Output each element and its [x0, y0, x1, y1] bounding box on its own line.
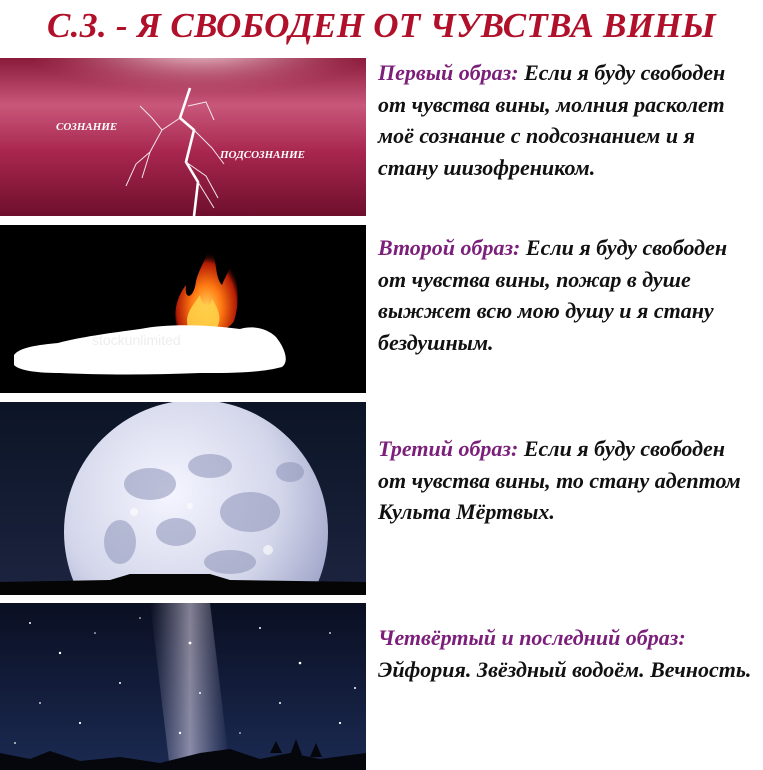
lightning-image [0, 58, 366, 216]
text-block-2 [378, 232, 758, 358]
text-block-4 [378, 622, 758, 685]
text-block-3 [378, 433, 758, 528]
item-label-4: Четвёртый и последний образ: [378, 625, 686, 650]
fire-silhouette-image [0, 225, 366, 393]
watermark-text: stockunlimited [92, 332, 181, 348]
page-title: С.З. - Я СВОБОДЕН ОТ ЧУВСТВА ВИНЫ [47, 6, 716, 45]
moon-image [0, 402, 366, 595]
subconscious-label: ПОДСОЗНАНИЕ [220, 149, 305, 161]
text-block-1 [378, 57, 758, 183]
milky-way-image [0, 603, 366, 770]
item-text-3: Если я буду свободен от чувства вины, то стану адептом Культа Мёртвых. [378, 436, 741, 524]
item-text-2: Если я буду свободен от чувства вины, пожар в душе выжжет всю мою душу и я стану бездушным. [378, 235, 728, 355]
item-label-2: Второй образ: [378, 235, 521, 260]
item-label-1: Первый образ: [378, 60, 519, 85]
item-text-1: Если я буду свободен от чувства вины, молния расколет моё сознание с подсознанием и я стану шизофреником. [378, 60, 726, 180]
consciousness-label: СОЗНАНИЕ [56, 121, 118, 133]
item-label-3: Третий образ: [378, 436, 519, 461]
item-text-4: Эйфория. Звёздный водоём. Вечность. [378, 656, 752, 682]
